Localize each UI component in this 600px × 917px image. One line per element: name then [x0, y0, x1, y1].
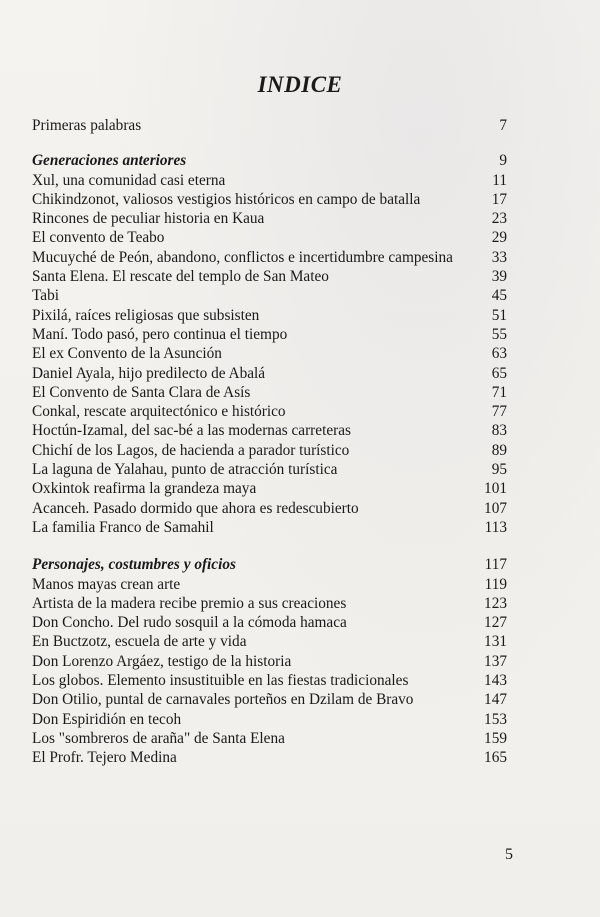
toc-entry[interactable] — [32, 190, 507, 209]
toc-entry-title: Maní. Todo pasó, pero continua el tiempo — [32, 325, 288, 343]
toc-entry-page: 123 — [484, 594, 507, 612]
toc-entry-page: 51 — [491, 306, 507, 324]
toc-entry-page: 7 — [499, 117, 507, 134]
toc-entry[interactable] — [32, 441, 507, 460]
toc-entry-title: Hoctún-Izamal, del sac-bé a las modernas carreteras — [32, 422, 351, 440]
toc-entry-page: 89 — [491, 441, 507, 459]
toc-entry[interactable] — [32, 690, 507, 709]
toc-entry-page: 159 — [484, 729, 507, 747]
table-of-contents — [32, 116, 507, 768]
toc-entry-title: Don Otilio, puntal de carnavales porteños en Dzilam de Bravo — [32, 691, 414, 709]
toc-entry-page: 153 — [484, 710, 507, 728]
toc-entry-page: 95 — [491, 461, 507, 479]
spacer — [32, 537, 507, 555]
toc-entry[interactable] — [32, 171, 507, 190]
spacer — [32, 135, 507, 151]
toc-entry-page: 45 — [491, 287, 507, 305]
toc-entry-title: Conkal, rescate arquitectónico e histórico — [32, 403, 286, 421]
toc-entry-title: Chikindzonot, valiosos vestigios históricos en campo de batalla — [32, 190, 421, 208]
toc-entry-title: La familia Franco de Samahil — [32, 518, 214, 536]
toc-entry[interactable] — [32, 325, 507, 344]
toc-entry[interactable] — [32, 710, 507, 729]
toc-entry-page: 77 — [491, 403, 507, 421]
toc-section-generaciones-anteriores[interactable] — [32, 151, 507, 170]
toc-entry-title: Los globos. Elemento insustituible en las fiestas tradicionales — [32, 672, 409, 690]
toc-entry-page: 101 — [484, 480, 507, 498]
toc-entry[interactable] — [32, 518, 507, 537]
toc-entry-page: 65 — [491, 364, 507, 382]
toc-entry-page: 29 — [491, 229, 507, 247]
toc-entry-title: Rincones de peculiar historia en Kaua — [32, 210, 265, 228]
toc-section-heading: Generaciones anteriores — [32, 152, 187, 170]
toc-entry[interactable] — [32, 652, 507, 671]
toc-entry-title: Primeras palabras — [32, 117, 142, 134]
toc-entry-title: Xul, una comunidad casi eterna — [32, 171, 226, 189]
toc-entry[interactable] — [32, 209, 507, 228]
toc-entry-page: 165 — [484, 749, 507, 767]
toc-entry[interactable] — [32, 421, 507, 440]
toc-entry-title: Los "sombreros de araña" de Santa Elena — [32, 729, 285, 747]
toc-entry-title: Don Espiridión en tecoh — [32, 710, 182, 728]
toc-entry[interactable] — [32, 479, 507, 498]
toc-entry-title: La laguna de Yalahau, punto de atracción turística — [32, 461, 338, 479]
toc-entry-title: Manos mayas crean arte — [32, 575, 181, 593]
toc-entry[interactable] — [32, 306, 507, 325]
toc-entry-page: 147 — [484, 691, 507, 709]
toc-entry-primeras-palabras[interactable] — [32, 116, 507, 135]
toc-entry[interactable] — [32, 632, 507, 651]
toc-entry-title: Don Concho. Del rudo sosquil a la cómoda hamaca — [32, 614, 347, 632]
toc-entry-page: 63 — [491, 345, 507, 363]
toc-entry[interactable] — [32, 248, 507, 267]
page-title: INDICE — [257, 72, 343, 97]
toc-entry-page: 17 — [491, 190, 507, 208]
toc-entry-page: 71 — [491, 383, 507, 401]
toc-entry[interactable] — [32, 575, 507, 594]
page-number: 5 — [505, 846, 513, 863]
toc-entry-title: El ex Convento de la Asunción — [32, 345, 222, 363]
toc-entry-page: 143 — [484, 672, 507, 690]
toc-entry[interactable] — [32, 748, 507, 767]
toc-section-page: 117 — [484, 556, 507, 574]
toc-entry-page: 11 — [492, 171, 507, 189]
toc-entry-title: Acanceh. Pasado dormido que ahora es redescubierto — [32, 499, 359, 517]
toc-entry[interactable] — [32, 499, 507, 518]
toc-section-page: 9 — [499, 152, 507, 170]
toc-entry-page: 127 — [484, 614, 507, 632]
toc-entry[interactable] — [32, 613, 507, 632]
toc-entry-page: 119 — [484, 575, 507, 593]
toc-entry[interactable] — [32, 344, 507, 363]
toc-entry-title: El Convento de Santa Clara de Asís — [32, 383, 251, 401]
toc-entry-page: 107 — [484, 499, 507, 517]
toc-entry[interactable] — [32, 267, 507, 286]
toc-entry[interactable] — [32, 383, 507, 402]
toc-entry-title: Daniel Ayala, hijo predilecto de Abalá — [32, 364, 266, 382]
toc-entry-title: Oxkintok reafirma la grandeza maya — [32, 480, 257, 498]
toc-entry[interactable] — [32, 594, 507, 613]
toc-entry-page: 55 — [491, 325, 507, 343]
toc-entry-page: 131 — [484, 633, 507, 651]
toc-entry[interactable] — [32, 364, 507, 383]
toc-entry-page: 83 — [491, 422, 507, 440]
toc-entry-title: Santa Elena. El rescate del templo de San Mateo — [32, 268, 329, 286]
toc-entry-page: 39 — [491, 268, 507, 286]
toc-entry[interactable] — [32, 671, 507, 690]
toc-entry-title: Tabi — [32, 287, 59, 305]
toc-entry-page: 23 — [491, 210, 507, 228]
toc-entry[interactable] — [32, 402, 507, 421]
toc-entry[interactable] — [32, 729, 507, 748]
toc-entry-title: Don Lorenzo Argáez, testigo de la historia — [32, 652, 292, 670]
toc-section-personajes-costumbres-oficios[interactable] — [32, 555, 507, 574]
toc-entry-page: 113 — [484, 518, 507, 536]
toc-entry-title: Chichí de los Lagos, de hacienda a parador turístico — [32, 441, 350, 459]
toc-entry[interactable] — [32, 460, 507, 479]
toc-entry-title: Mucuyché de Peón, abandono, conflictos e incertidumbre campesina — [32, 248, 453, 266]
toc-entry-page: 137 — [484, 652, 507, 670]
toc-section-heading: Personajes, costumbres y oficios — [32, 556, 236, 574]
toc-entry-title: Artista de la madera recibe premio a sus creaciones — [32, 594, 347, 612]
toc-entry-page: 33 — [491, 248, 507, 266]
toc-entry[interactable] — [32, 286, 507, 305]
toc-entry[interactable] — [32, 228, 507, 247]
toc-entry-title: El convento de Teabo — [32, 229, 165, 247]
toc-entry-title: Pixilá, raíces religiosas que subsisten — [32, 306, 260, 324]
toc-entry-title: El Profr. Tejero Medina — [32, 749, 177, 767]
toc-entry-title: En Buctzotz, escuela de arte y vida — [32, 633, 247, 651]
